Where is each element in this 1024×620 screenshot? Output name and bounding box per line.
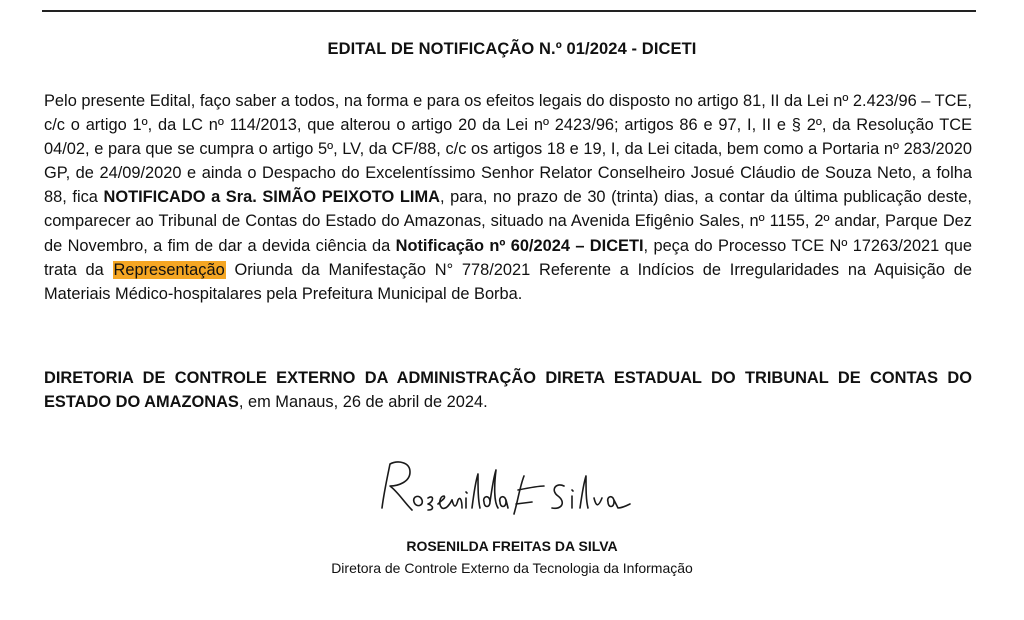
body-text-part-3: , peça do Processo TCE Nº 17263/2021 que trata da	[44, 236, 973, 279]
body-text-part-2: , para, no prazo de 30 (trinta) dias, a contar da última publicação deste, comparecer ao Tribunal de Contas do Estado do Amazonas, situado na Avenida Efigênio Sales, nº 1155, 2º andar, Parque Dez de Novembro, a fim de dar a devida ciência da	[44, 188, 972, 255]
body-text-part-4: Oriunda da Manifestação N° 778/2021 Referente a Indícios de Irregularidades na Aquisição de Materiais Médico-hospitalares pela Prefeitura Municipal de Borba.	[44, 260, 972, 303]
notified-person: NOTIFICADO a Sra. SIMÃO PEIXOTO LIMA	[103, 188, 440, 207]
top-divider	[42, 10, 976, 12]
closing-department: DIRETORIA DE CONTROLE EXTERNO DA ADMINISTRAÇÃO DIRETA ESTADUAL DO TRIBUNAL DE CONTAS DO ESTADO DO AMAZONAS	[44, 369, 972, 412]
signatory-name: ROSENILDA FREITAS DA SILVA	[406, 538, 618, 554]
body-text-part-1: Pelo presente Edital, faço saber a todos, na forma e para os efeitos legais do disposto no artigo 81, II da Lei nº 2.423/96 – TCE, c/c o artigo 1º, da LC nº 114/2013, que alterou o artigo 20 da Lei nº 2423/96; artigos 86 e 97, I, II e § 2º, da Resolução TCE 04/02, e para que se cumpra o artigo 5º, LV, da CF/88, c/c os artigos 18 e 19, I, da Lei citada, bem como a Portaria nº 283/2020 GP, de 24/09/2020 e ainda o Despacho do Excelentíssimo Senhor Relator Conselheiro Josué Cláudio de Souza Neto, a folha 88, fica	[44, 92, 972, 207]
document-title: EDITAL DE NOTIFICAÇÃO N.º 01/2024 - DICETI	[327, 40, 697, 58]
edital-body-paragraph	[44, 89, 972, 306]
signatory-role: Diretora de Controle Externo da Tecnologia da Informação	[331, 560, 693, 576]
handwritten-signature	[368, 452, 668, 532]
closing-paragraph	[44, 366, 972, 414]
highlighted-term: Representação	[113, 260, 225, 279]
notification-reference: Notificação nº 60/2024 – DICETI	[395, 236, 644, 255]
closing-place-date: , em Manaus, 26 de abril de 2024.	[238, 393, 488, 412]
